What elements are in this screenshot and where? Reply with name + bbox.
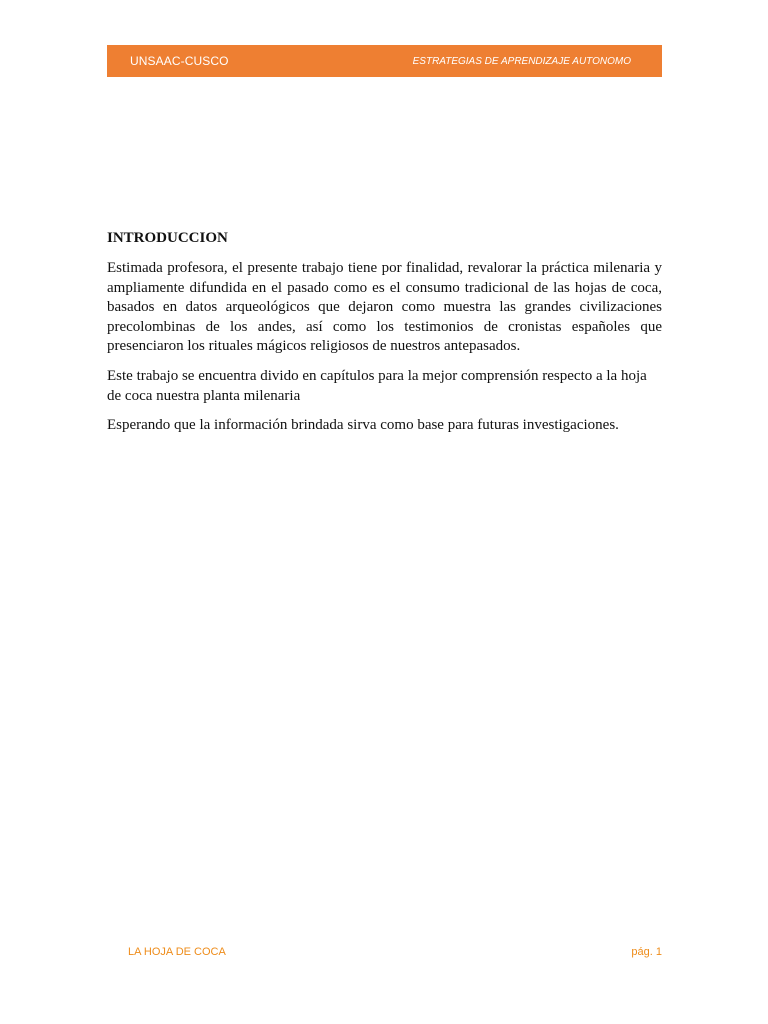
header-institution: UNSAAC-CUSCO (130, 54, 229, 68)
paragraph: Estimada profesora, el presente trabajo tiene por finalidad, revalorar la práctica milenaria y ampliamente difundida en el pasado como es el consumo tradicional de las hojas de coca, basados en datos arqueológicos que dejaron como muestra las grandes civilizaciones precolombinas de los andes, así como los testimonios de cronistas españoles que presenciaron los rituales mágicos religiosos de nuestros antepasados. (107, 260, 662, 355)
footer-document-title: LA HOJA DE COCA (128, 946, 226, 958)
page-header-bar (107, 45, 662, 77)
header-course-title: ESTRATEGIAS DE APRENDIZAJE AUTONOMO (412, 56, 631, 67)
paragraph: Esperando que la información brindada sirva como base para futuras investigaciones. (107, 417, 619, 434)
paragraph: Este trabajo se encuentra divido en capítulos para la mejor comprensión respecto a la hoja de coca nuestra planta milenaria (107, 367, 647, 404)
document-body (107, 230, 662, 446)
footer-page-number: pág. 1 (631, 946, 662, 958)
section-heading: INTRODUCCION (107, 230, 228, 246)
